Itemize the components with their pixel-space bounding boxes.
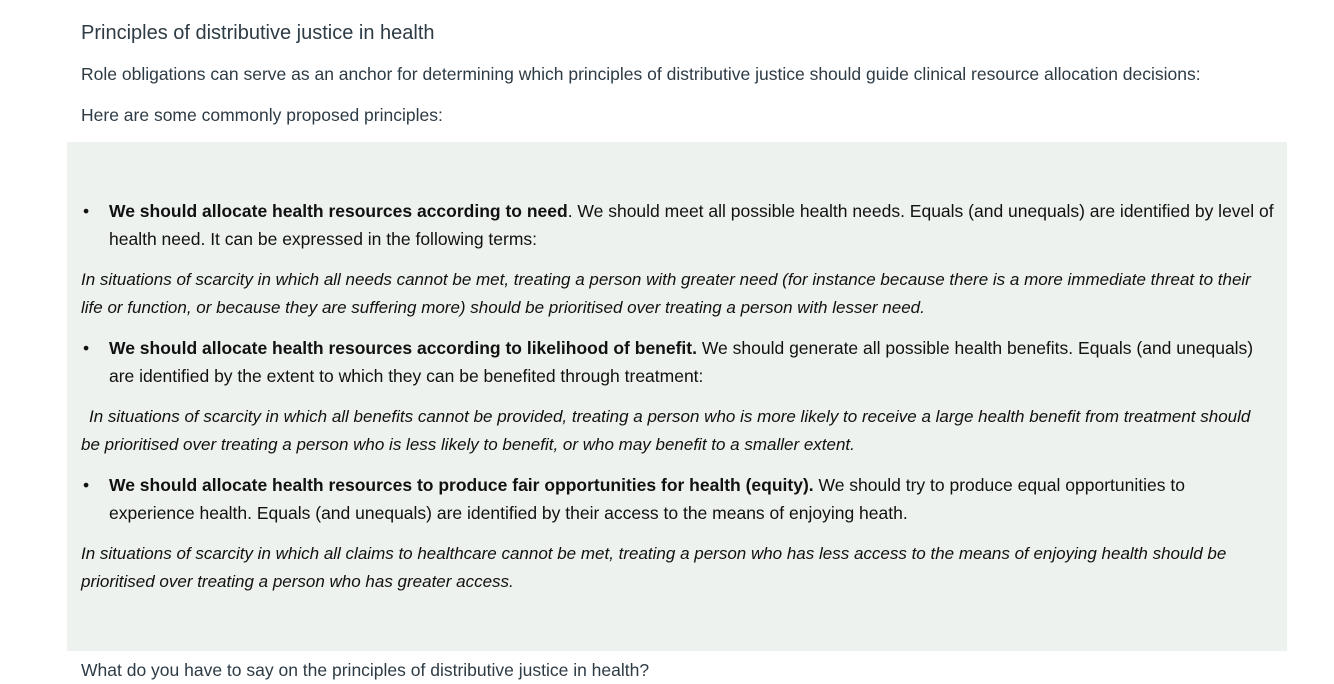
principle-need xyxy=(83,197,1275,253)
principle-title: We should allocate health resources to produce fair opportunities for health (equity). xyxy=(109,475,814,495)
principles-callout-box xyxy=(67,142,1287,651)
principle-need-quote: In situations of scarcity in which all needs cannot be met, treating a person with greater need (for instance because there is a more immediate threat to their life or function, or because they are suffering more) should be prioritised over treating a person with lesser need. xyxy=(81,270,1251,317)
principle-body: . We should meet all possible health needs. Equals (and unequals) are identified by level of health need. It can be expressed in the following terms: xyxy=(109,201,1274,249)
principle-body: We should generate all possible health benefits. Equals (and unequals) are identified by the extent to which they can be benefited through treatment: xyxy=(109,338,1254,386)
bullet-icon: • xyxy=(83,338,90,358)
principle-benefit-quote: In situations of scarcity in which all benefits cannot be provided, treating a person who is more likely to receive a large health benefit from treatment should be prioritised over treating a person who is less likely to benefit, or who may benefit to a smaller extent. xyxy=(81,407,1251,454)
principle-body: We should try to produce equal opportunities to experience health. Equals (and unequals) are identified by their access to the means of enjoying heath. xyxy=(109,475,1185,523)
principle-title: We should allocate health resources according to likelihood of benefit. xyxy=(109,338,697,358)
intro-paragraph: Role obligations can serve as an anchor for determining which principles of distributive justice should guide clinical resource allocation decisions: xyxy=(81,64,1201,84)
bullet-icon: • xyxy=(83,475,90,495)
page-title: Principles of distributive justice in health xyxy=(81,22,435,44)
trailing-paragraph: What do you have to say on the principles of distributive justice in health? xyxy=(81,660,650,680)
principle-benefit xyxy=(83,334,1275,390)
principle-equity-quote: In situations of scarcity in which all claims to healthcare cannot be met, treating a person who has less access to the means of enjoying health should be prioritised over treating a person who has greater access. xyxy=(81,544,1227,591)
intro-lead-in: Here are some commonly proposed principles: xyxy=(81,105,443,125)
principle-equity xyxy=(83,471,1275,527)
principle-title: We should allocate health resources according to need xyxy=(109,201,568,221)
bullet-icon: • xyxy=(83,201,90,221)
